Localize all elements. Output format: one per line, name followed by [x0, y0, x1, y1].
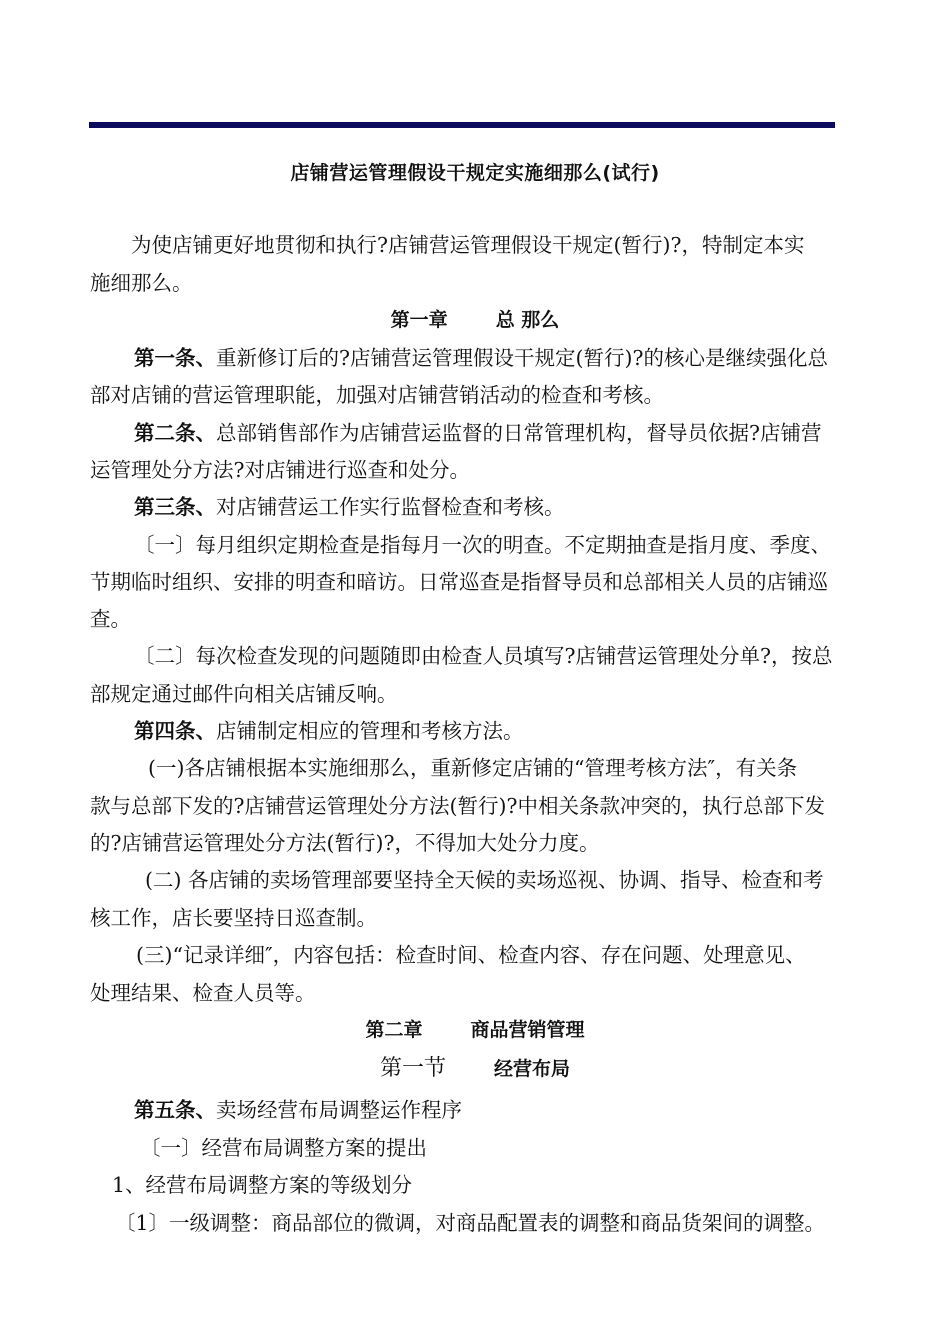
article-3-item-line-4: 〔二〕每次检查发现的问题随即由检查人员填写?店铺营运管理处分单?，按总 [134, 644, 833, 668]
article-4-item-line-2: 款与总部下发的?店铺营运管理处分方法(暂行)?中相关条款冲突的，执行总部下发 [90, 794, 825, 818]
chapter-1-name: 总 那么 [495, 309, 560, 331]
article-2-line-2: 运管理处分方法?对店铺进行巡查和处分。 [90, 458, 470, 482]
chapter-2-number: 第二章 [365, 1019, 423, 1041]
article-3-item-line-2: 节期临时组织、安排的明查和暗访。日常巡查是指督导员和总部相关人员的店铺巡 [90, 570, 828, 594]
article-4-text-1: 店铺制定相应的管理和考核方法。 [216, 719, 524, 743]
article-4-label: 第四条、 [134, 719, 216, 743]
article-5-text-1: 卖场经营布局调整运作程序 [216, 1098, 462, 1122]
article-3-item-line-1: 〔一〕每月组织定期检查是指每月一次的明查。不定期抽查是指月度、季度、 [134, 533, 831, 557]
intro-line-2: 施细那么。 [90, 271, 193, 295]
article-3-label: 第三条、 [134, 495, 216, 519]
article-2-line-1 [134, 418, 822, 448]
article-2-label: 第二条、 [134, 421, 216, 445]
article-4-item-line-6: (三)“记录详细″，内容包括：检查时间、检查内容、存在问题、处理意见、 [136, 943, 806, 967]
article-4-item-line-5: 核工作，店长要坚持日巡查制。 [90, 906, 377, 930]
section-1-name: 经营布局 [494, 1058, 571, 1080]
article-1-text-1: 重新修订后的?店铺营运管理假设干规定(暂行)?的核心是继续强化总 [216, 346, 828, 370]
article-4-item-line-1: (一)各店铺根据本实施细那么，重新修定店铺的“管理考核方法″，有关条 [148, 756, 798, 780]
article-4-item-line-7: 处理结果、检查人员等。 [90, 981, 316, 1005]
article-3-line-1 [134, 492, 565, 522]
document-title: 店铺营运管理假设干规定实施细那么(试行) [290, 162, 660, 184]
intro-line-1: 为使店铺更好地贯彻和执行?店铺营运管理假设干规定(暂行)?，特制定本实 [90, 233, 805, 257]
article-5-item-line-2: 1、经营布局调整方案的等级划分 [112, 1173, 413, 1197]
article-4-line-1 [134, 716, 524, 746]
section-1-number: 第一节 [379, 1056, 446, 1081]
article-5-label: 第五条、 [134, 1098, 216, 1122]
article-1-label: 第一条、 [134, 346, 216, 370]
article-5-item-line-1: 〔一〕经营布局调整方案的提出 [140, 1136, 427, 1160]
article-1-line-1 [134, 343, 828, 373]
article-2-text-1: 总部销售部作为店铺营运监督的日常管理机构，督导员依据?店铺营 [216, 421, 822, 445]
article-5-item-line-3: 〔1〕一级调整：商品部位的微调，对商品配置表的调整和商品货架间的调整。 [115, 1211, 826, 1235]
article-4-item-line-4: (二) 各店铺的卖场管理部要坚持全天候的卖场巡视、协调、指导、检查和考 [145, 868, 824, 892]
chapter-1-number: 第一章 [390, 309, 448, 331]
chapter-1-heading [0, 305, 950, 335]
article-5-line-1 [134, 1095, 462, 1125]
article-4-item-line-3: 的?店铺营运管理处分方法(暂行)?，不得加大处分力度。 [90, 831, 600, 855]
article-1-line-2: 部对店铺的营运管理职能，加强对店铺营销活动的检查和考核。 [90, 383, 664, 407]
chapter-2-heading [0, 1015, 950, 1045]
chapter-2-name: 商品营销管理 [470, 1019, 585, 1041]
section-1-heading [0, 1053, 950, 1084]
article-3-text-1: 对店铺营运工作实行监督检查和考核。 [216, 495, 565, 519]
header-rule [89, 122, 835, 128]
article-3-item-line-5: 部规定通过邮件向相关店铺反响。 [90, 682, 398, 706]
article-3-item-line-3: 查。 [90, 607, 131, 631]
